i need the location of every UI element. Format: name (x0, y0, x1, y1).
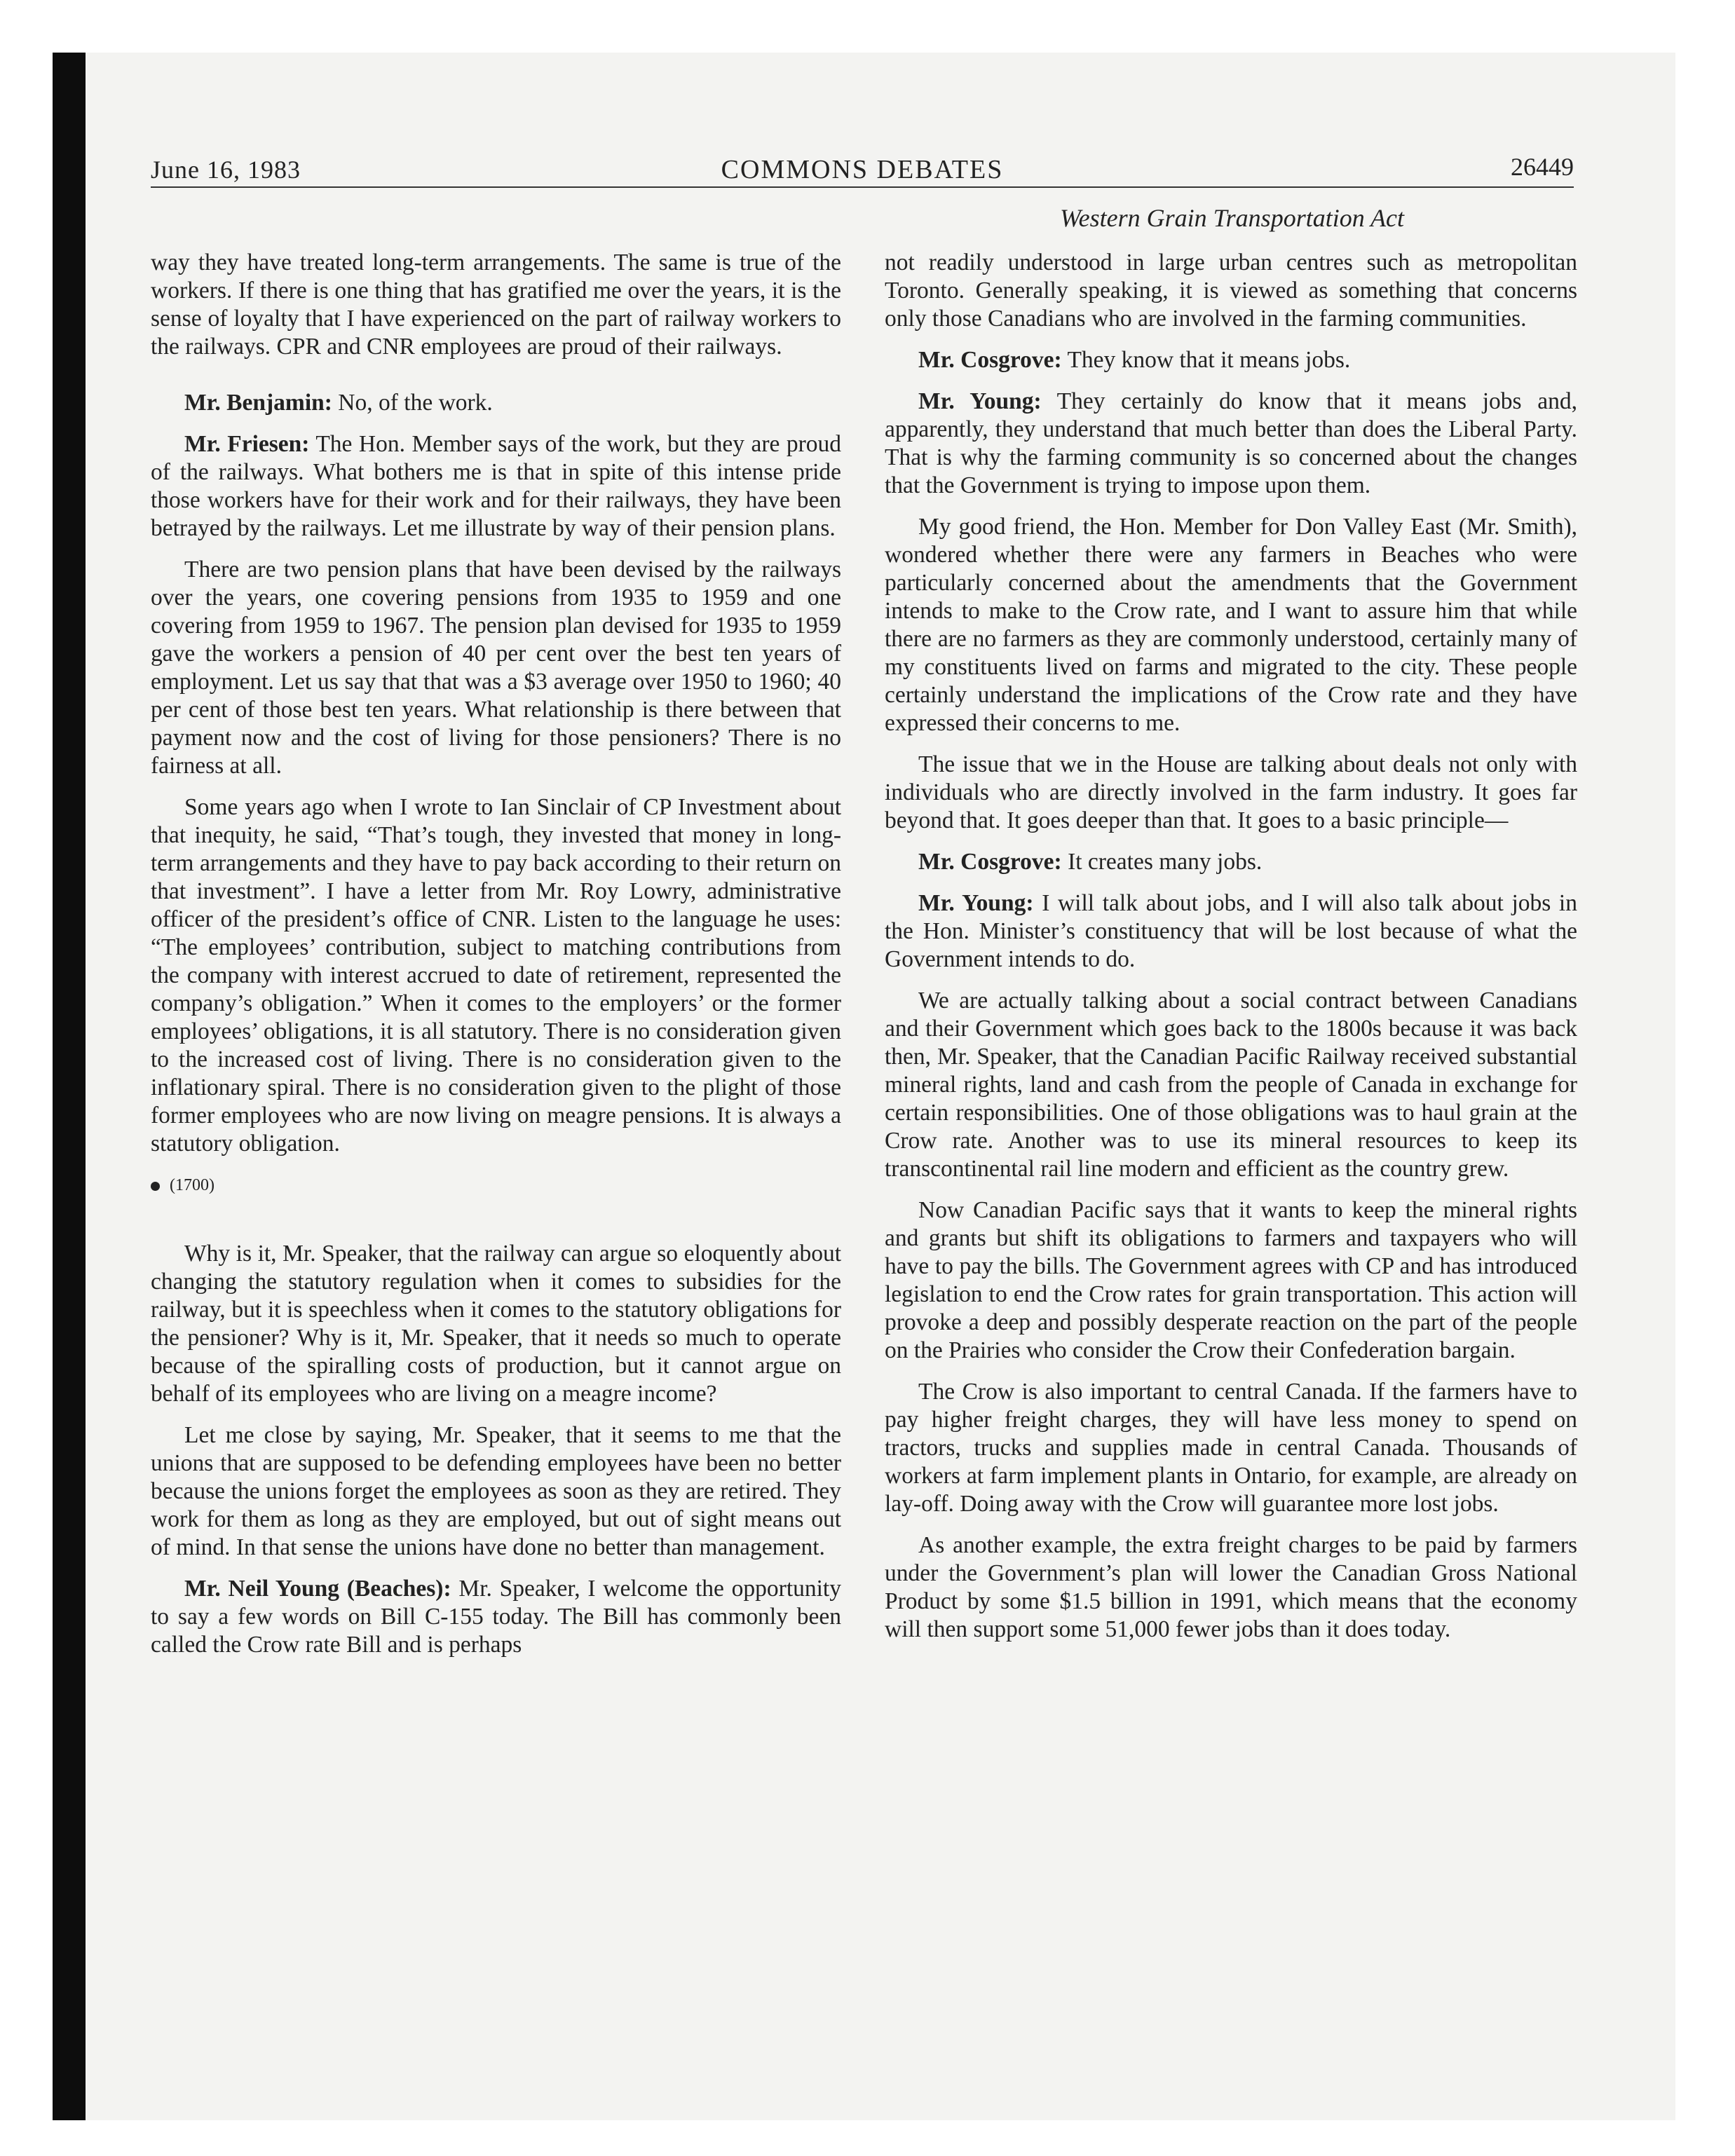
speech-paragraph (885, 346, 1577, 374)
speech-paragraph (151, 1575, 841, 1659)
speech-paragraph (885, 889, 1577, 974)
paragraph: As another example, the extra freight charges to be paid by farmers under the Government’s plan will lower the Canadian Gross National Product by some $1.5 billion in 1991, which means that the economy will then support some 51,000 fewer jobs than it does today. (885, 1532, 1577, 1642)
speech-text: They know that it means jobs. (1067, 347, 1351, 373)
speech-text: Mr. Speaker, I welcome the opportunity to say a few words on Bill C-155 today. The Bill has commonly been called the Crow rate Bill and is perhaps (151, 1576, 841, 1658)
paragraph: The issue that we in the House are talking about deals not only with individuals who are directly involved in the farm industry. It goes far beyond that. It goes deeper than that. It goes to a basic principle— (885, 751, 1577, 833)
speaker-name: Mr. Neil Young (Beaches): (184, 1576, 451, 1602)
paragraph: My good friend, the Hon. Member for Don Valley East (Mr. Smith), wondered whether there were any farmers in Beaches who were particularly concerned about the amendments that the Government intends to make to the Crow rate, and I want to assure him that while there are no farmers as they are commonly understood, certainly many of my constituents lived on farms and migrated to the city. These people certainly understand the implications of the Crow rate and they have expressed their concerns to me. (885, 514, 1577, 736)
header-page-number: 26449 (1511, 153, 1574, 181)
running-header (151, 154, 1574, 188)
speech-text: It creates many jobs. (1068, 849, 1263, 875)
subject-heading: Western Grain Transportation Act (1059, 204, 1405, 232)
speech-text: No, of the work. (338, 390, 493, 416)
speech-text: The Hon. Member says of the work, but they are proud of the railways. What bothers me is that in spite of this intense pride those workers have for their work and for their railways, they have been betrayed by the railways. Let me illustrate by way of their pension plans. (151, 431, 841, 541)
paragraph: There are two pension plans that have been devised by the railways over the years, one covering pensions from 1935 to 1959 and one covering from 1959 to 1967. The pension plan devised for 1935 to 1959 gave the workers a pension of 40 per cent over the best ten years of employment. Let us say that that was a $3 average over 1950 to 1960; 40 per cent of those best ten years. What relationship is there between that payment now and the cost of living for those pensioners? There is no fairness at all. (151, 557, 841, 779)
paragraph: not readily understood in large urban centres such as metropolitan Toronto. Generally speaking, it is viewed as something that concerns only those Canadians who are involved in the farming communities. (885, 250, 1577, 332)
binding-edge (53, 53, 86, 2120)
speaker-name: Mr. Young: (918, 388, 1042, 414)
speech-paragraph (885, 388, 1577, 500)
time-marker (151, 1171, 841, 1199)
speaker-name: Mr. Friesen: (184, 431, 310, 457)
speech-paragraph (151, 389, 841, 417)
paragraph: We are actually talking about a social contract between Canadians and their Government which goes back to the 1800s because it was back then, Mr. Speaker, that the Canadian Pacific Railway received substantial mineral rights, land and cash from the people of Canada in exchange for certain responsibilities. One of those obligations was to haul grain at the Crow rate. Another was to use its mineral resources to keep its transcontinental rail line modern and efficient as the country grew. (885, 988, 1577, 1182)
paragraph: way they have treated long-term arrangements. The same is true of the workers. If there is one thing that has gratified me over the years, it is the sense of loyalty that I have experienced on the part of railway workers to the railways. CPR and CNR employees are proud of their railways. (151, 250, 841, 360)
time-marker-text: (1700) (170, 1176, 215, 1194)
speaker-name: Mr. Young: (918, 890, 1034, 916)
speech-text: They certainly do know that it means jobs and, apparently, they understand that much better than does the Liberal Party. That is why the farming community is so concerned about the changes that the Government is trying to impose upon them. (885, 388, 1577, 498)
right-column (885, 249, 1577, 1657)
paragraph: The Crow is also important to central Canada. If the farmers have to pay higher freight charges, they will have less money to spend on tractors, trucks and supplies made in central Canada. Thousands of workers at farm implement plants in Ontario, for example, are already on lay-off. Doing away with the Crow will guarantee more lost jobs. (885, 1379, 1577, 1517)
bullet-icon (151, 1182, 160, 1191)
header-publication: COMMONS DEBATES (721, 155, 1004, 184)
paragraph: Now Canadian Pacific says that it wants to keep the mineral rights and grants but shift its obligations to farmers and taxpayers who will have to pay the bills. The Government agrees with CP and has introduced legislation to end the Crow rates for grain transportation. This action will provoke a deep and possibly desperate reaction on the part of the people on the Prairies who consider the Crow their Confederation bargain. (885, 1197, 1577, 1363)
speech-paragraph (885, 848, 1577, 876)
speech-text: I will talk about jobs, and I will also talk about jobs in the Hon. Minister’s constituency that will be lost because of what the Government intends to do. (885, 890, 1577, 972)
speaker-name: Mr. Cosgrove: (918, 347, 1062, 373)
header-date: June 16, 1983 (151, 156, 301, 184)
paragraph: Why is it, Mr. Speaker, that the railway can argue so eloquently about changing the statutory regulation when it comes to subsidies for the railway, but it is speechless when it comes to the statutory obligations for the pensioner? Why is it, Mr. Speaker, that it needs so much to operate because of the spiralling costs of production, but it cannot argue on behalf of its employees who are living on a meagre income? (151, 1241, 841, 1407)
speaker-name: Mr. Cosgrove: (918, 849, 1062, 875)
left-column (151, 249, 841, 1672)
speaker-name: Mr. Benjamin: (184, 390, 332, 416)
paragraph: Let me close by saying, Mr. Speaker, that it seems to me that the unions that are supposed to be defending employees have been no better because the unions forget the employees as soon as they are retired. They work for them as long as they are employed, but out of sight means out of mind. In that sense the unions have done no better than management. (151, 1422, 841, 1560)
paragraph: Some years ago when I wrote to Ian Sinclair of CP Investment about that inequity, he said, “That’s tough, they invested that money in long-term arrangements and they have to pay back according to their return on that investment”. I have a letter from Mr. Roy Lowry, administrative officer of the president’s office of CNR. Listen to the language he uses: “The employees’ contribution, subject to matching contributions from the company with interest accrued to date of retirement, represented the company’s obligation.” When it comes to the employers’ or the former employees’ obligations, it is all statutory. There is no consideration given to the increased cost of living. There is no consideration given to the inflationary spiral. There is no consideration given to the plight of those former employees who are now living on meagre pensions. It is always a statutory obligation. (151, 794, 841, 1157)
speech-paragraph (151, 430, 841, 543)
